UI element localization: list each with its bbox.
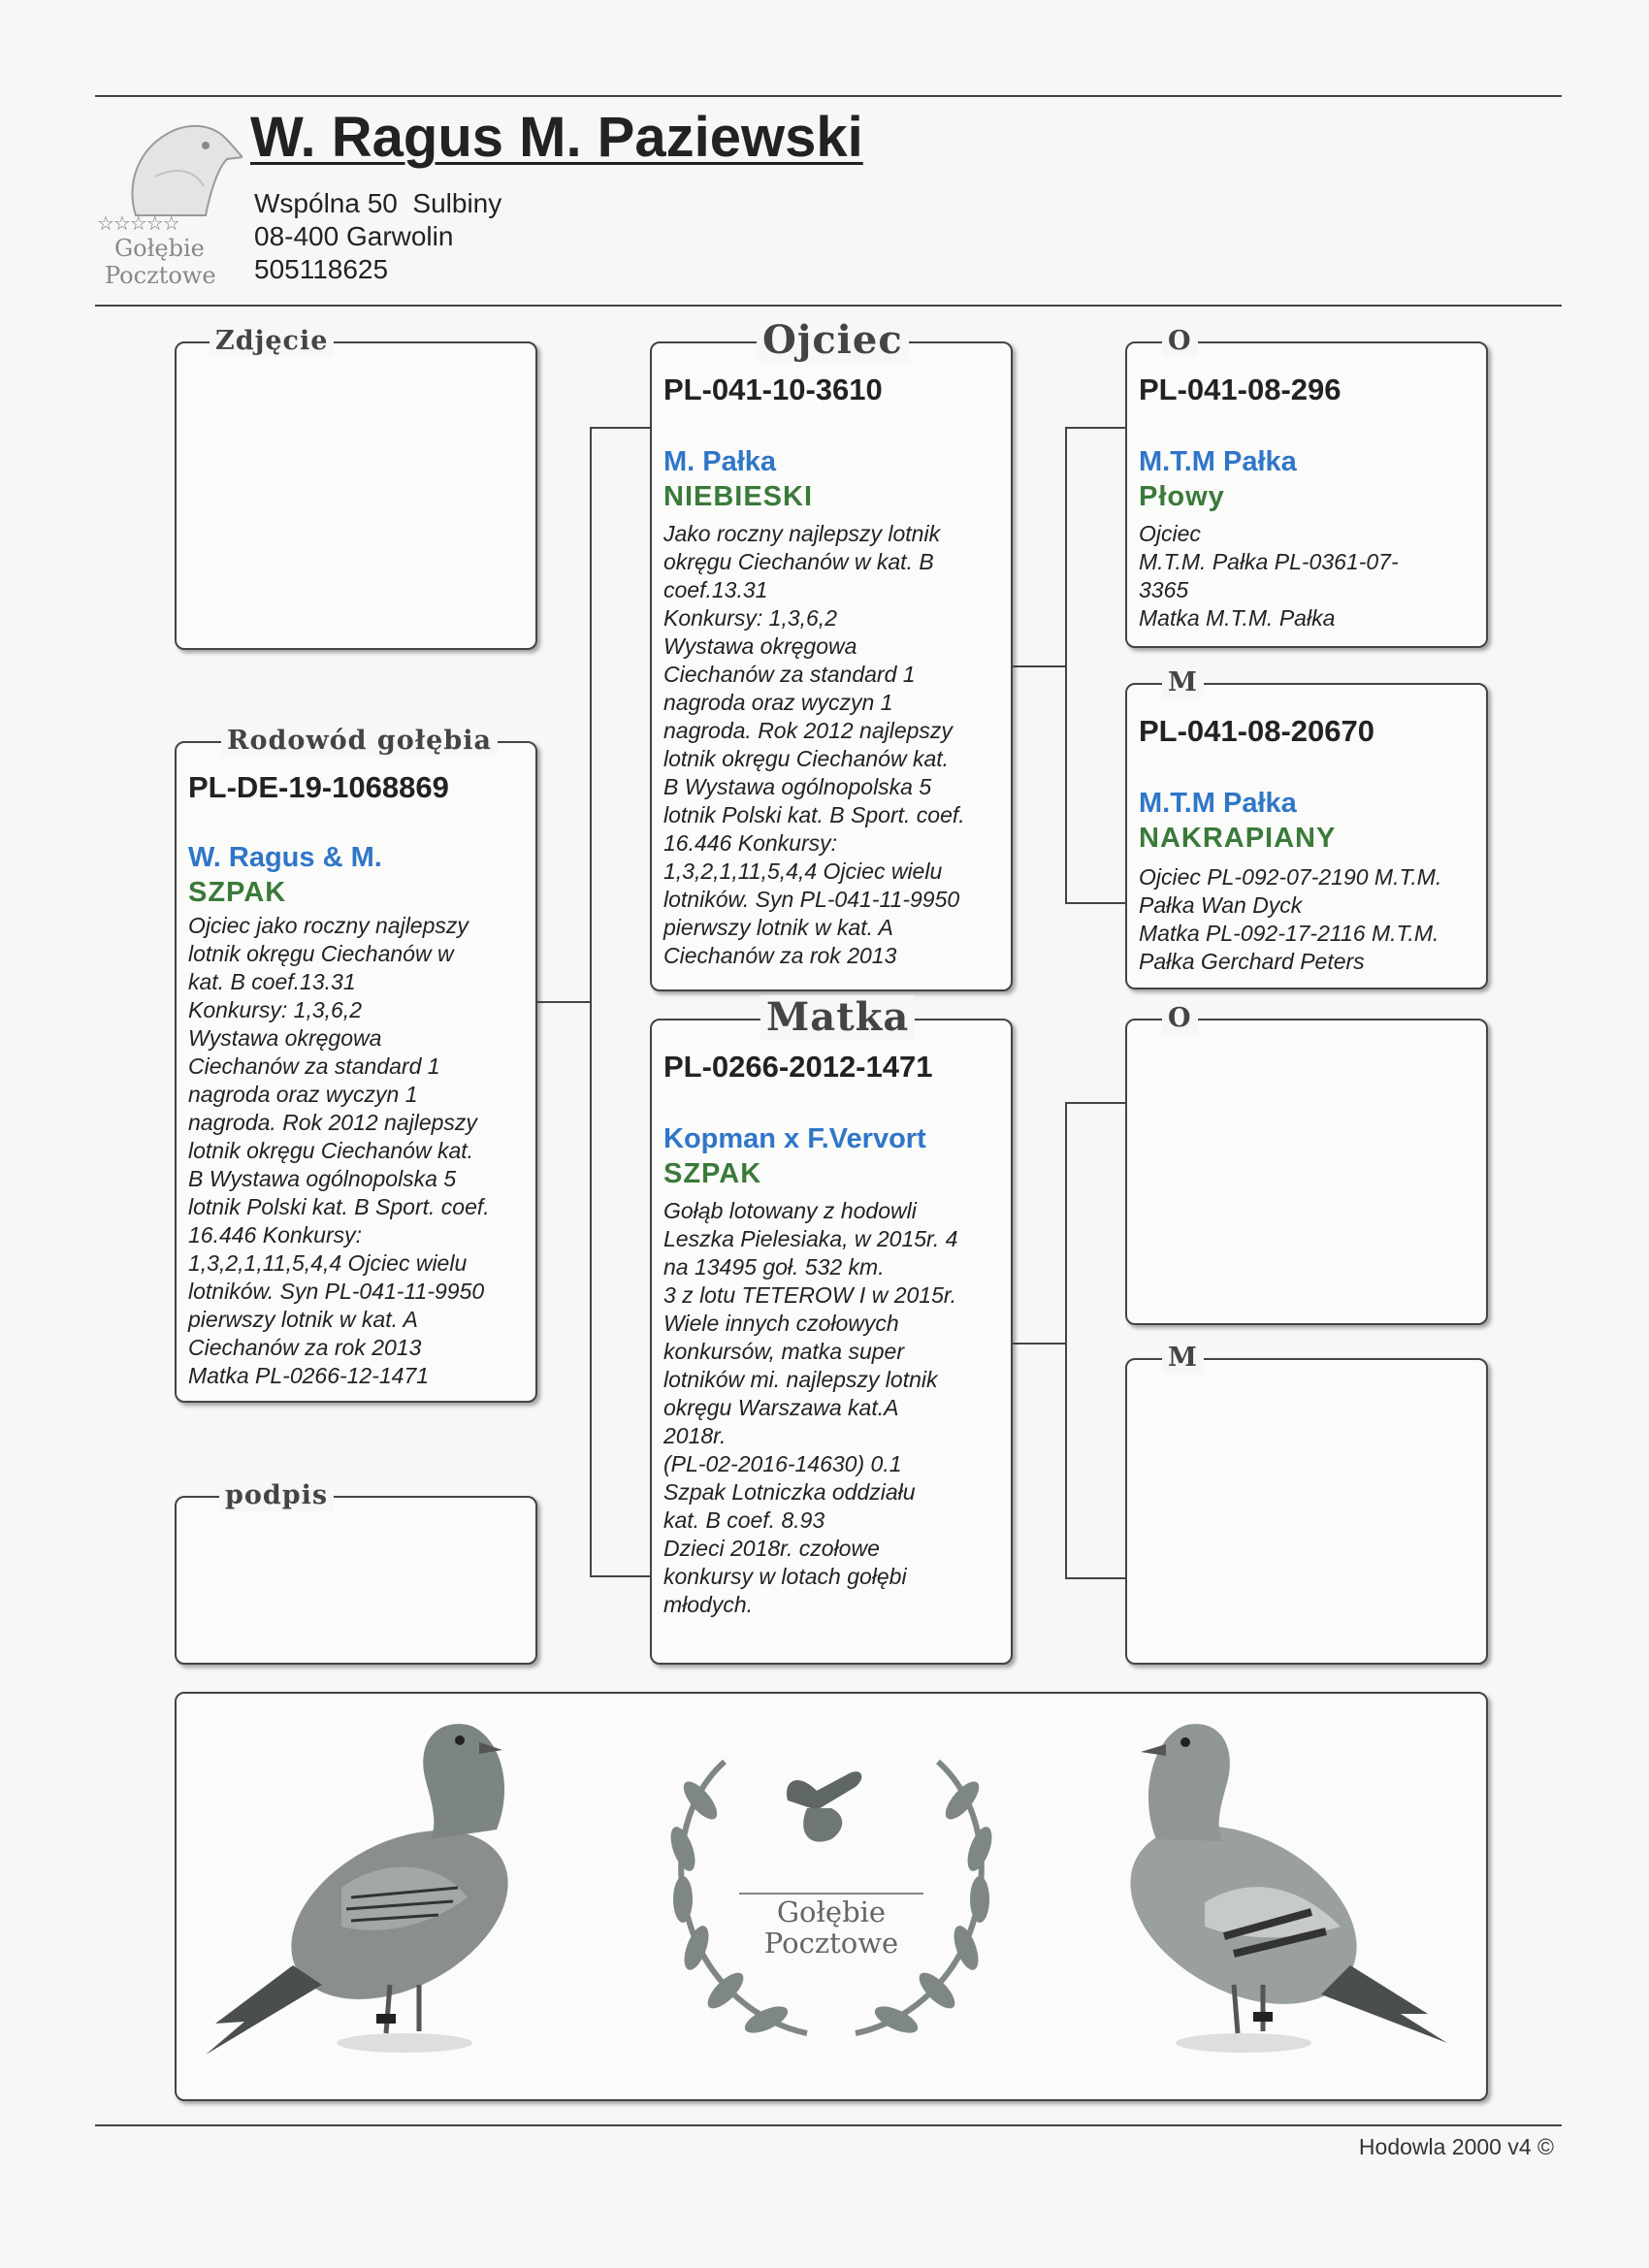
- connector-to-mm: [1065, 1577, 1125, 1579]
- left-pigeon-icon: [206, 1724, 536, 2055]
- father-box: [650, 317, 1013, 991]
- mother-mother-box: [1125, 1343, 1488, 1665]
- father-mother-color: NAKRAPIANY: [1139, 823, 1337, 854]
- address-line1: Wspólna 50 Sulbiny: [254, 188, 502, 218]
- father-mother-breeder: M.T.M Pałka: [1139, 788, 1297, 819]
- connector-to-mf: [1065, 1102, 1125, 1104]
- signature-label: podpis: [219, 1480, 334, 1511]
- father-description: Jako roczny najlepszy lotnik okręgu Ciechanów w kat. B coef.13.31 Konkursy: 1,3,6,2 Wystawa okręgowa Ciechanów za standard 1 nagroda oraz wyczyn 1 nagroda. Rok 2012 najlepszy lotnik okręgu Ciechanów kat. B Wystawa ogólnopolska 5 lotnik Polski kat. B Sport. coef. 16.446 Konkursy: 1,3,2,1,11,5,4,4 Ojciec wielu lotników. Syn PL-041-11-9950 pierwszy lotnik w kat. A Ciechanów za rok 2013: [663, 521, 965, 968]
- top-rule: [95, 95, 1562, 97]
- mother-mother-label: M: [1162, 1343, 1204, 1374]
- connector-to-mother: [590, 1575, 650, 1577]
- connector-father-v: [1065, 427, 1067, 904]
- pigeon-head-icon: [97, 109, 242, 225]
- logo-text-1: Gołębie: [114, 235, 205, 262]
- owner-name: W. Ragus M. Paziewski: [250, 106, 863, 169]
- mother-breeder: Kopman x F.Vervort: [663, 1123, 926, 1154]
- phone: 505118625: [254, 254, 389, 284]
- father-ring: PL-041-10-3610: [663, 373, 883, 406]
- mother-color: SZPAK: [663, 1158, 762, 1189]
- father-mother-box: [1125, 667, 1488, 989]
- connector-to-father: [590, 427, 650, 429]
- photo-label: Zdjęcie: [210, 326, 334, 357]
- logo-text-2: Pocztowe: [105, 262, 216, 289]
- mother-ring: PL-0266-2012-1471: [663, 1050, 933, 1084]
- father-father-color: Płowy: [1139, 481, 1225, 512]
- signature-box[interactable]: [175, 1480, 537, 1665]
- father-mother-description: Ojciec PL-092-07-2190 M.T.M. Pałka Wan Dyck Matka PL-092-17-2116 M.T.M. Pałka Gerchard Peters: [1139, 864, 1442, 974]
- connector-to-fm: [1065, 902, 1125, 904]
- connector-main-v: [590, 427, 592, 1577]
- emblem-text-1: Gołębie: [776, 1895, 887, 1928]
- connector-mother-h: [1013, 1343, 1067, 1345]
- connector-mother-v: [1065, 1102, 1067, 1579]
- main-bird-label: Rodowód gołębia: [221, 726, 498, 757]
- mother-box: [650, 994, 1013, 1665]
- father-mother-label: M: [1162, 667, 1204, 698]
- mother-label: Matka: [760, 995, 915, 1040]
- main-bird-ring: PL-DE-19-1068869: [188, 770, 449, 804]
- mother-father-label: O: [1162, 1003, 1198, 1034]
- connector-father-h: [1013, 665, 1067, 667]
- address-line2: 08-400 Garwolin: [254, 221, 454, 251]
- connector-main-h: [537, 1001, 592, 1003]
- header-logo: [97, 109, 242, 293]
- father-breeder: M. Pałka: [663, 446, 777, 477]
- bottom-rule: [95, 2124, 1562, 2126]
- header-rule: [95, 305, 1562, 307]
- father-father-label: O: [1162, 326, 1198, 357]
- father-label: Ojciec: [757, 318, 909, 363]
- right-pigeon-icon: [1100, 1724, 1447, 2053]
- father-father-box: [1125, 326, 1488, 648]
- mother-description: Gołąb lotowany z hodowli Leszka Pielesiaka, w 2015r. 4 na 13495 goł. 532 km. 3 z lotu TETEROW I w 2015r. Wiele innych czołowych konkursów, matka super lotników mi. najlepszy lotnik okręgu Warszawa kat.A 2018r. (PL-02-2016-14630) 0.1 Szpak Lotniczka oddziału kat. B coef. 8.93 Dzieci 2018r. czołowe konkursy w lotach gołębi młodych.: [663, 1198, 958, 1617]
- main-bird-box: [175, 726, 537, 1403]
- emblem-text-2: Pocztowe: [763, 1927, 899, 1960]
- decoration-panel: [175, 1692, 1488, 2101]
- father-color: NIEBIESKI: [663, 481, 814, 512]
- photo-box[interactable]: [175, 326, 537, 650]
- main-bird-breeder: W. Ragus & M.: [188, 842, 382, 873]
- father-father-breeder: M.T.M Pałka: [1139, 446, 1297, 477]
- father-father-ring: PL-041-08-296: [1139, 373, 1342, 406]
- main-bird-color: SZPAK: [188, 877, 287, 908]
- mother-father-box: [1125, 1003, 1488, 1325]
- main-bird-description: Ojciec jako roczny najlepszy lotnik okręgu Ciechanów w kat. B coef.13.31 Konkursy: 1,3,6,2 Wystawa okręgowa Ciechanów za standard 1 nagroda oraz wyczyn 1 nagroda. Rok 2012 najlepszy lotnik okręgu Ciechanów kat. B Wystawa ogólnopolska 5 lotnik Polski kat. B Sport. coef. 16.446 Konkursy: 1,3,2,1,11,5,4,4 Ojciec wielu lotników. Syn PL-041-11-9950 pierwszy lotnik w kat. A Ciechanów za rok 2013 Matka PL-0266-12-1471: [188, 913, 490, 1388]
- logo-stars: ☆☆☆☆☆: [97, 213, 179, 235]
- connector-to-ff: [1065, 427, 1125, 429]
- software-credit: Hodowla 2000 v4 ©: [1358, 2134, 1554, 2159]
- father-mother-ring: PL-041-08-20670: [1139, 714, 1374, 748]
- father-father-description: Ojciec M.T.M. Pałka PL-0361-07- 3365 Matka M.T.M. Pałka: [1139, 521, 1399, 631]
